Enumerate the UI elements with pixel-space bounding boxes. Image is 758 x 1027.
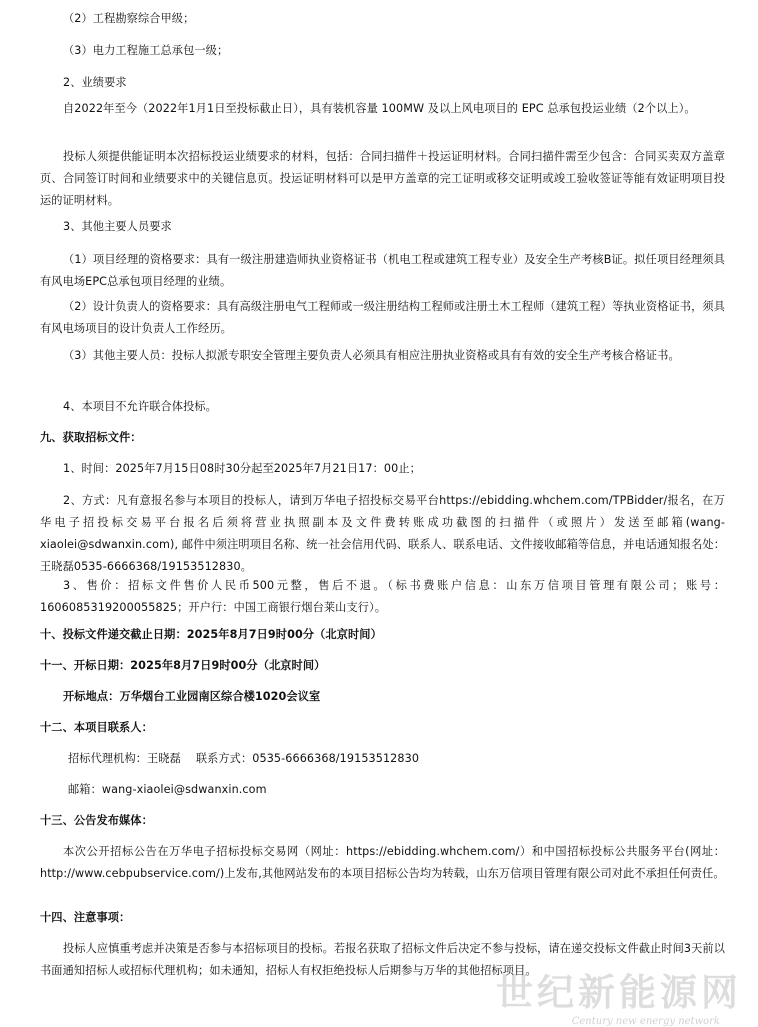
section-13-media-heading: 十三、公告发布媒体： [40, 814, 153, 827]
personnel-heading: 3、其他主要人员要求 [63, 220, 172, 233]
performance-heading: 2、业绩要求 [63, 76, 127, 89]
watermark-chinese: 世纪新能源网 [496, 970, 742, 1014]
section-9-heading: 九、获取招标文件： [40, 431, 142, 444]
no-consortium-note: 4、本项目不允许联合体投标。 [63, 400, 217, 413]
publication-media: 本次公开招标公告在万华电子招标投标交易网（网址：https://ebidding.whchem.com/）和中国招标投标公共服务平台(网址：http://www.cebpubservice.com/)上发布,其他网站发布的本项目招标公告均为转载，山东万信项目管理有限公司对此不承担任何责任。 [40, 845, 725, 880]
section-10-deadline: 十、投标文件递交截止日期：2025年8月7日9时00分（北京时间） [40, 628, 382, 641]
qualification-item-2: （2）工程勘察综合甲级； [63, 12, 195, 25]
document-price: 3、售价：招标文件售价人民币500元整，售后不退。（标书费账户信息：山东万信项目管理有限公司；账号：1606085319200055825；开户行：中国工商银行烟台莱山支行）。 [40, 579, 725, 614]
obtain-time: 1、时间：2025年7月15日08时30分起至2025年7月21日17：00止； [63, 462, 421, 475]
performance-materials: 投标人须提供能证明本次招标投运业绩要求的材料，包括：合同扫描件＋投运证明材料。合同扫描件需至少包含：合同买卖双方盖章页、合同签订时间和业绩要求中的关键信息页。投运证明材料可以是甲方盖章的完工证明或移交证明或竣工验收签证等能有效证明项目投运的证明材料。 [40, 150, 725, 207]
watermark-english: Century new energy network [571, 1016, 720, 1027]
performance-requirement: 自2022年至今（2022年1月1日至投标截止日），具有装机容量 100MW 及以上风电项目的 EPC 总承包投运业绩（2个以上）。 [63, 102, 696, 115]
section-14-notes-heading: 十四、注意事项： [40, 911, 131, 924]
personnel-item-3: （3）其他主要人员：投标人拟派专职安全管理主要负责人必须具有相应注册执业资格或具有有效的安全生产考核合格证书。 [63, 349, 680, 362]
personnel-item-1: （1）项目经理的资格要求：具有一级注册建造师执业资格证书（机电工程或建筑工程专业）及安全生产考核B证。拟任项目经理须具有风电场EPC总承包项目经理的业绩。 [40, 253, 725, 288]
notes-text: 投标人应慎重考虑并决策是否参与本招标项目的投标。若报名获取了招标文件后决定不参与投标，请在递交投标文件截止时间3天前以书面通知招标人或招标代理机构；如未通知，招标人有权拒绝投标人后期参与万华的其他招标项目。 [40, 942, 725, 977]
personnel-item-2: （2）设计负责人的资格要求：具有高级注册电气工程师或一级注册结构工程师或注册土木工程师（建筑工程）等执业资格证书，须具有风电场项目的设计负责人工作经历。 [40, 300, 725, 335]
opening-location: 开标地点：万华烟台工业园南区综合楼1020会议室 [63, 690, 321, 703]
section-11-opening-date: 十一、开标日期：2025年8月7日9时00分（北京时间） [40, 659, 326, 672]
section-12-contact-heading: 十二、本项目联系人： [40, 721, 153, 734]
qualification-item-3: （3）电力工程施工总承包一级； [63, 44, 229, 57]
obtain-method: 2、方式：凡有意报名参与本项目的投标人，请到万华电子招投标交易平台https://ebidding.whchem.com/TPBidder/报名，在万华电子招投标交易平台报名后须将营业执照副本及文件费转账成功截图的扫描件（或照片）发送至邮箱(wang-xiaolei@sdwanxin.com), 邮件中须注明项目名称、统一社会信用代码、联系人、联系电话、文件接收邮箱等信息，并电话通知报名处：王晓磊0535-6666368/19153512830。 [40, 494, 725, 573]
contact-email: 邮箱：wang-xiaolei@sdwanxin.com [68, 783, 267, 796]
agency-contact: 招标代理机构：王晓磊 联系方式：0535-6666368/19153512830 [68, 752, 420, 765]
